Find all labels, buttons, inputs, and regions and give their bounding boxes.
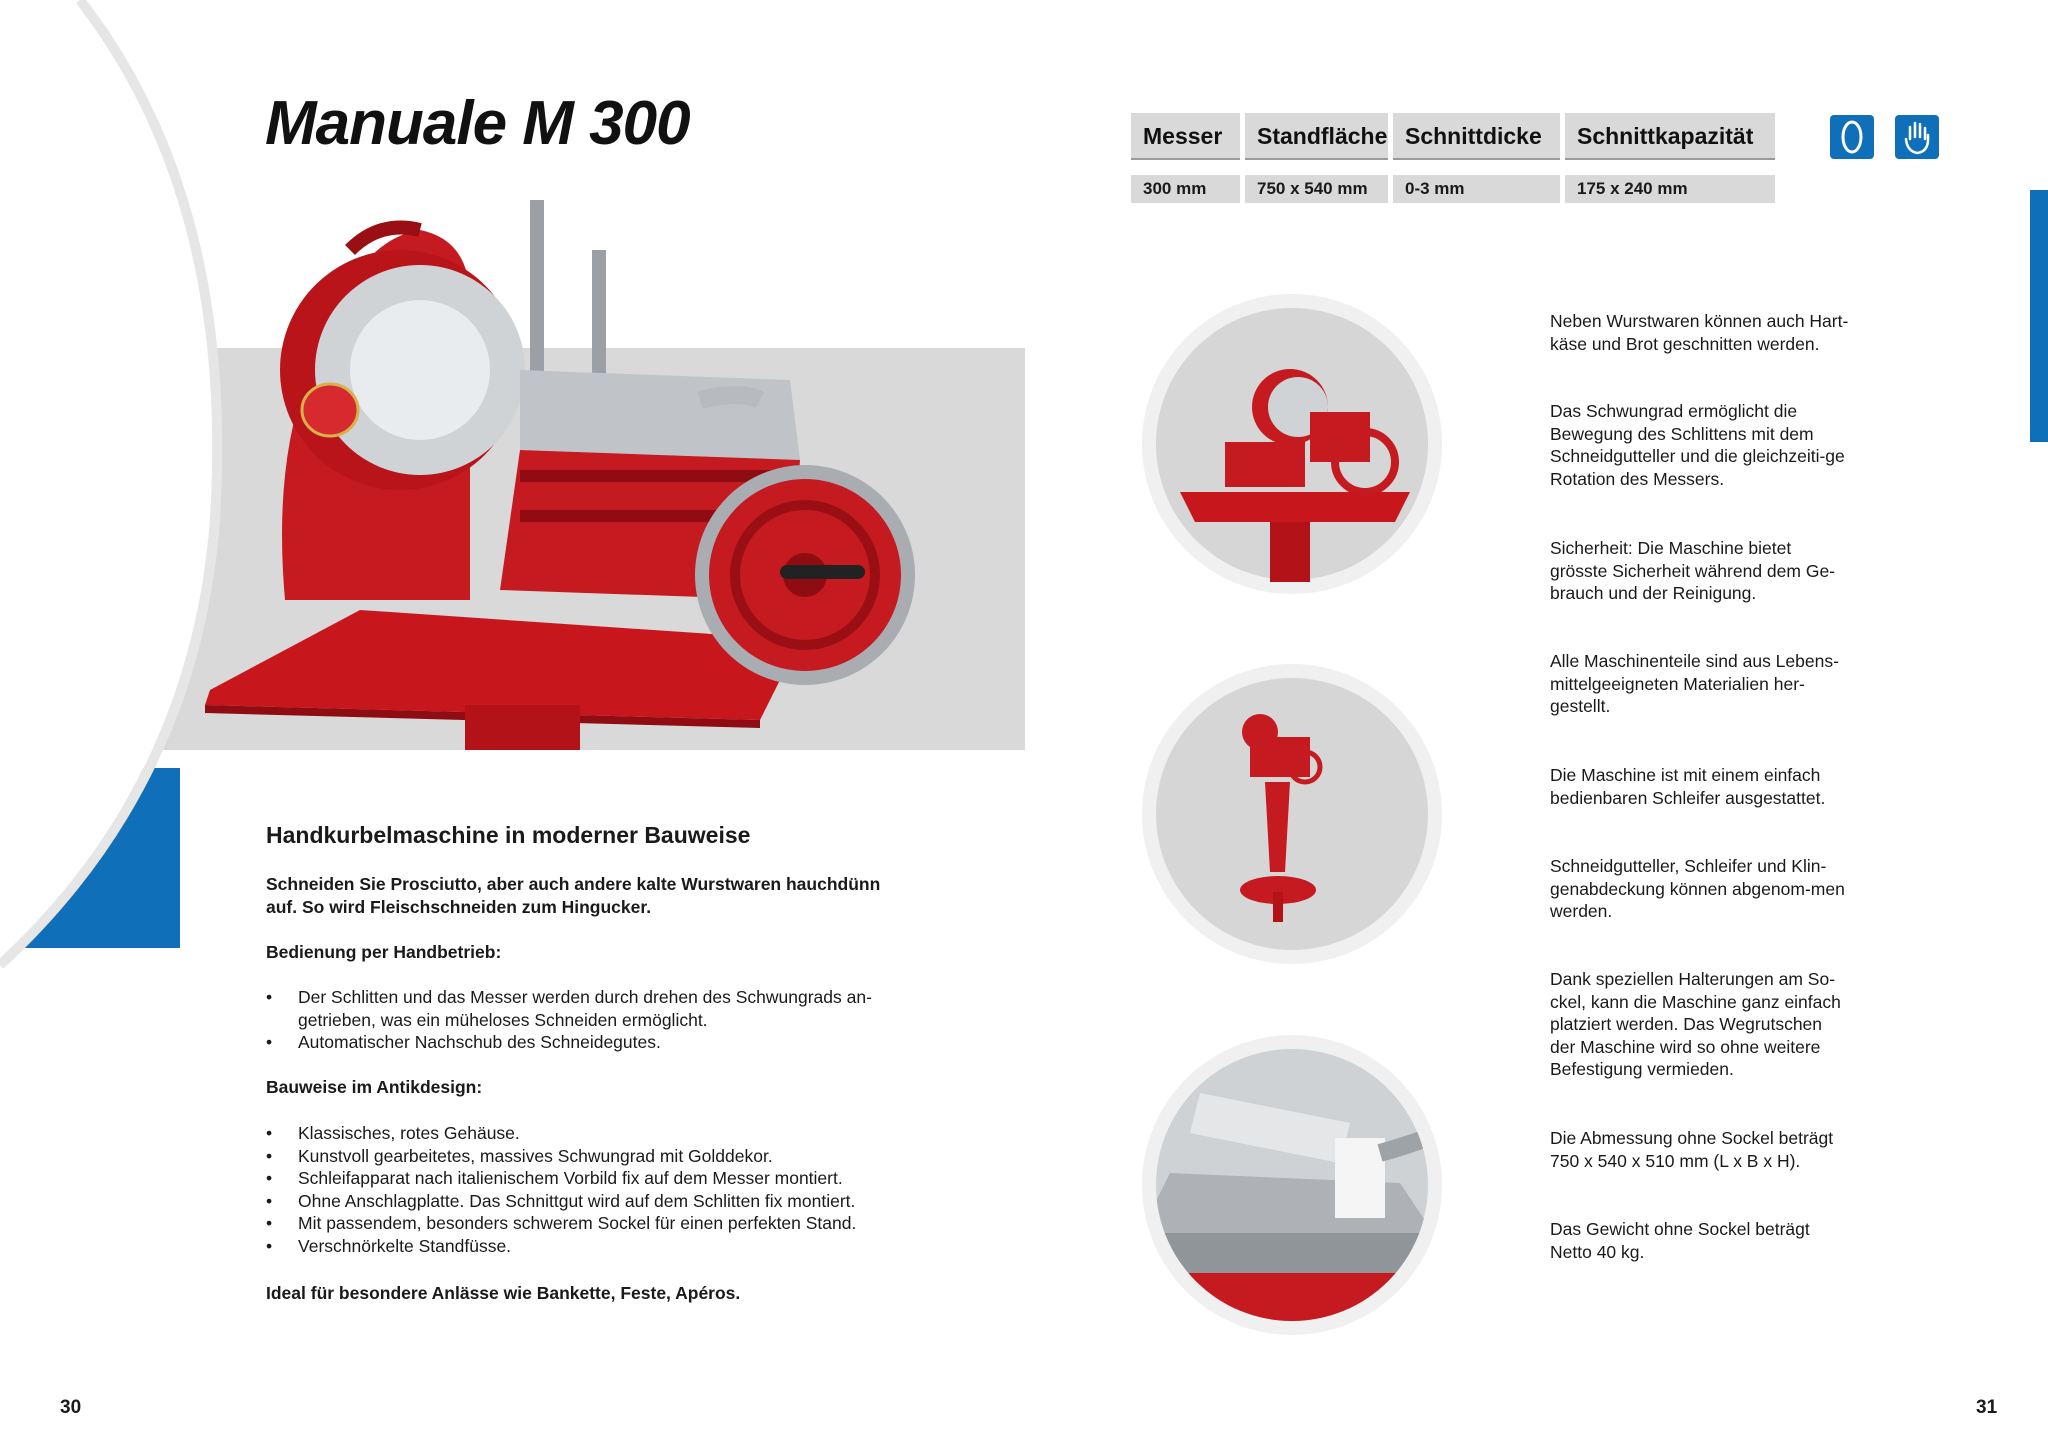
hand-icon (1895, 115, 1939, 159)
list-item: • Automatischer Nachschub des Schneidegutes. (266, 1031, 906, 1054)
feature-text: Neben Wurstwaren können auch Hart-käse und Brot geschnitten werden. (1550, 311, 1849, 354)
feature-text: Das Schwungrad ermöglicht die Bewegung des Schlittens mit dem Schneidgutteller und die gleichzeiti-ge Rotation des Messers. (1550, 401, 1845, 489)
feature-text: Schneidgutteller, Schleifer und Klin-genabdeckung können abgenom-men werden. (1550, 856, 1845, 921)
page-title: Manuale M 300 (265, 89, 690, 158)
list-item: • Schleifapparat nach italienischem Vorbild fix auf dem Messer montiert. (266, 1167, 906, 1190)
slicer-on-stand-image (1140, 292, 1445, 597)
list-item: • Verschnörkelte Standfüsse. (266, 1235, 906, 1258)
list-item: • Der Schlitten und das Messer werden durch drehen des Schwungrads an-getrieben, was ein müheloses Schneiden ermöglicht. (266, 986, 906, 1031)
page-number-left: 30 (60, 1397, 82, 1418)
sharpener-detail-image (1140, 1033, 1445, 1338)
feature-text: Sicherheit: Die Maschine bietet grösste Sicherheit während dem Ge-brauch und der Reinigung. (1550, 538, 1835, 603)
operation-heading: Bedienung per Handbetrieb: (266, 942, 502, 962)
spec-header-footprint: Standfläche (1245, 113, 1388, 160)
feature-text: Alle Maschinenteile sind aus Lebens-mittelgeeigneten Materialien her-gestellt. (1550, 651, 1839, 716)
spec-value-footprint: 750 x 540 mm (1245, 175, 1388, 203)
list-item: • Klassisches, rotes Gehäuse. (266, 1122, 906, 1145)
list-item: • Ohne Anschlagplatte. Das Schnittgut wird auf dem Schlitten fix montiert. (266, 1190, 906, 1213)
list-item: • Mit passendem, besonders schwerem Sockel für einen perfekten Stand. (266, 1212, 906, 1235)
spec-value-blade: 300 mm (1131, 175, 1240, 203)
closing-line: Ideal für besondere Anlässe wie Bankette, Feste, Apéros. (266, 1283, 741, 1303)
spec-value-capacity: 175 x 240 mm (1565, 175, 1775, 203)
spec-header-capacity: Schnittkapazität (1565, 113, 1775, 160)
spec-header-blade: Messer (1131, 113, 1240, 160)
feature-text: Das Gewicht ohne Sockel beträgt Netto 40 kg. (1550, 1219, 1810, 1262)
feature-text: Die Maschine ist mit einem einfach bedienbaren Schleifer ausgestattet. (1550, 765, 1826, 808)
operation-list (266, 986, 906, 1054)
section-tab (2030, 190, 2048, 442)
slicer-with-pedestal-image (1140, 662, 1445, 967)
feature-text: Die Abmessung ohne Sockel beträgt 750 x 540 x 510 mm (L x B x H). (1550, 1128, 1834, 1171)
intro-lead: Schneiden Sie Prosciutto, aber auch andere kalte Wurstwaren hauchdünn auf. So wird Fleischschneiden zum Hingucker. (266, 874, 881, 917)
blade-oval-icon (1830, 115, 1874, 159)
spec-value-thickness: 0-3 mm (1393, 175, 1560, 203)
feature-text: Dank speziellen Halterungen am So-ckel, kann die Maschine ganz einfach platziert werden. Das Wegrutschen der Maschine wird so ohne weitere Befestigung vermieden. (1550, 969, 1841, 1079)
design-list (266, 1122, 906, 1257)
list-item: • Kunstvoll gearbeitetes, massives Schwungrad mit Golddekor. (266, 1145, 906, 1168)
intro-heading: Handkurbelmaschine in moderner Bauweise (266, 822, 751, 848)
design-heading: Bauweise im Antikdesign: (266, 1077, 483, 1097)
spec-header-thickness: Schnittdicke (1393, 113, 1560, 160)
page-number-right: 31 (1976, 1397, 1998, 1418)
